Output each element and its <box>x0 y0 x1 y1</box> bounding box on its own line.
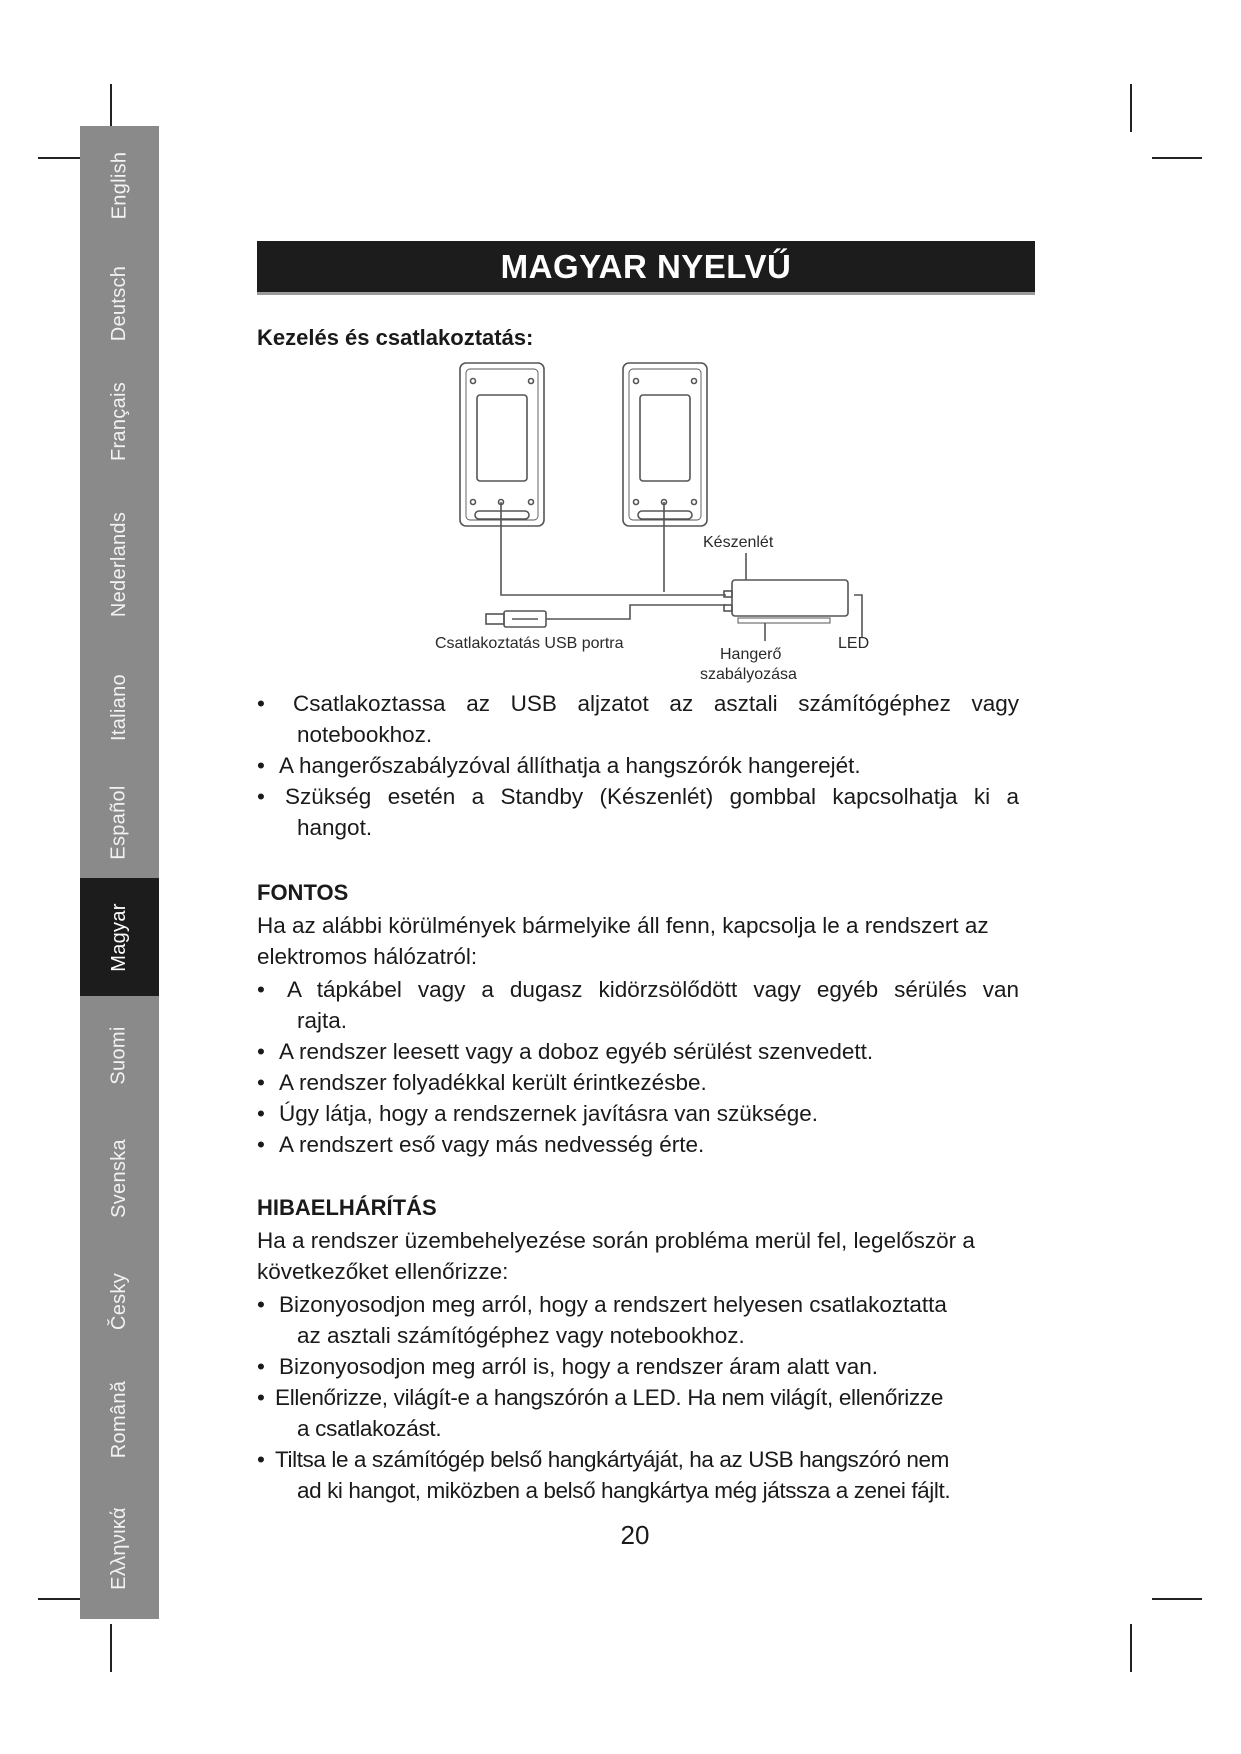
tab-deutsch[interactable]: Deutsch <box>107 265 130 341</box>
left-speaker <box>460 363 544 526</box>
standby-label: Készenlét <box>703 534 774 551</box>
list-item: • A hangerőszabályzóval állíthatja a hangszórók hangerejét. <box>257 750 1019 781</box>
tab-english[interactable]: English <box>107 151 130 219</box>
led-label: LED <box>838 635 870 652</box>
crop-mark <box>1152 157 1202 159</box>
list-item: • A rendszert eső vagy más nedvesség érte. <box>257 1129 1019 1160</box>
bullet-icon: • <box>257 1101 265 1126</box>
bullet-icon: • <box>257 1070 265 1095</box>
page-title: MAGYAR NYELVŰ <box>257 241 1035 295</box>
bullet-icon: • <box>257 1039 265 1064</box>
section-heading-important: FONTOS <box>257 880 349 905</box>
bullet-icon: • <box>257 1132 265 1157</box>
bullet-icon: • <box>257 1447 265 1472</box>
crop-mark <box>1152 1598 1202 1600</box>
crop-mark <box>1130 1624 1132 1672</box>
page-number: 20 <box>620 1520 650 1550</box>
language-sidebar <box>80 126 159 1619</box>
tab-francais[interactable]: Français <box>108 381 130 461</box>
list-item: • Bizonyosodjon meg arról, hogy a rendszert helyesen csatlakoztatta az asztali számítógéphez vagy notebookhoz. <box>257 1289 1019 1351</box>
bullet-icon: • <box>257 1292 265 1317</box>
list-item: • A tápkábel vagy a dugasz kidörzsölődött vagy egyéb sérülés van rajta. <box>257 974 1019 1036</box>
crop-mark <box>110 1624 112 1672</box>
control-box <box>732 580 848 616</box>
tab-suomi[interactable]: Suomi <box>107 1025 130 1085</box>
bullet-icon: • <box>257 977 265 1002</box>
list-item: • Bizonyosodjon meg arról is, hogy a rendszer áram alatt van. <box>257 1351 1019 1382</box>
volume-label-1: Hangerő <box>720 646 782 663</box>
list-item: • Csatlakoztassa az USB aljzatot az asztali számítógéphez vagy notebookhoz. <box>257 688 1019 750</box>
right-speaker <box>623 363 707 526</box>
list-item: • Szükség esetén a Standby (Készenlét) gombbal kapcsolhatja ki a hangot. <box>257 781 1019 843</box>
section-heading-connect: Kezelés és csatlakoztatás: <box>257 325 534 350</box>
speaker-connection-diagram <box>420 355 900 690</box>
crop-mark <box>1130 84 1132 132</box>
list-item: • A rendszer folyadékkal került érintkezésbe. <box>257 1067 1019 1098</box>
list-item: • Úgy látja, hogy a rendszernek javításra van szüksége. <box>257 1098 1019 1129</box>
bullet-icon: • <box>257 753 265 778</box>
important-intro: Ha az alábbi körülmények bármelyike áll fenn, kapcsolja le a rendszert az elektromos hálózatról: <box>257 913 989 969</box>
usb-label: Csatlakoztatás USB portra <box>435 635 624 652</box>
tab-cesky[interactable]: Česky <box>107 1272 130 1330</box>
bullet-icon: • <box>257 784 265 809</box>
volume-label-2: szabályozása <box>700 666 797 683</box>
tab-ellinika[interactable]: Ελληνικά <box>108 1507 130 1590</box>
troubleshooting-intro: Ha a rendszer üzembehelyezése során probléma merül fel, legelőször a következőket ellenőrizze: <box>257 1228 975 1284</box>
list-item: • A rendszer leesett vagy a doboz egyéb sérülést szenvedett. <box>257 1036 1019 1067</box>
tab-italiano[interactable]: Italiano <box>108 673 130 741</box>
tab-magyar[interactable]: Magyar <box>80 878 159 996</box>
list-item: • Tiltsa le a számítógép belső hangkártyáját, ha az USB hangszóró nem ad ki hangot, miközben a belső hangkártya még játssza a zenei fájlt. <box>257 1444 1019 1506</box>
tab-espanol[interactable]: Español <box>107 784 130 860</box>
section-heading-troubleshooting: HIBAELHÁRÍTÁS <box>257 1195 437 1220</box>
list-item: • Ellenőrizze, világít-e a hangszórón a LED. Ha nem világít, ellenőrizze a csatlakozást. <box>257 1382 1019 1444</box>
bullet-icon: • <box>257 1354 265 1379</box>
bullet-icon: • <box>257 691 265 716</box>
bullet-icon: • <box>257 1385 265 1410</box>
crop-mark <box>110 84 112 132</box>
tab-romana[interactable]: Română <box>108 1380 130 1458</box>
tab-svenska[interactable]: Svenska <box>108 1138 130 1218</box>
tab-nederlands[interactable]: Nederlands <box>108 511 131 617</box>
